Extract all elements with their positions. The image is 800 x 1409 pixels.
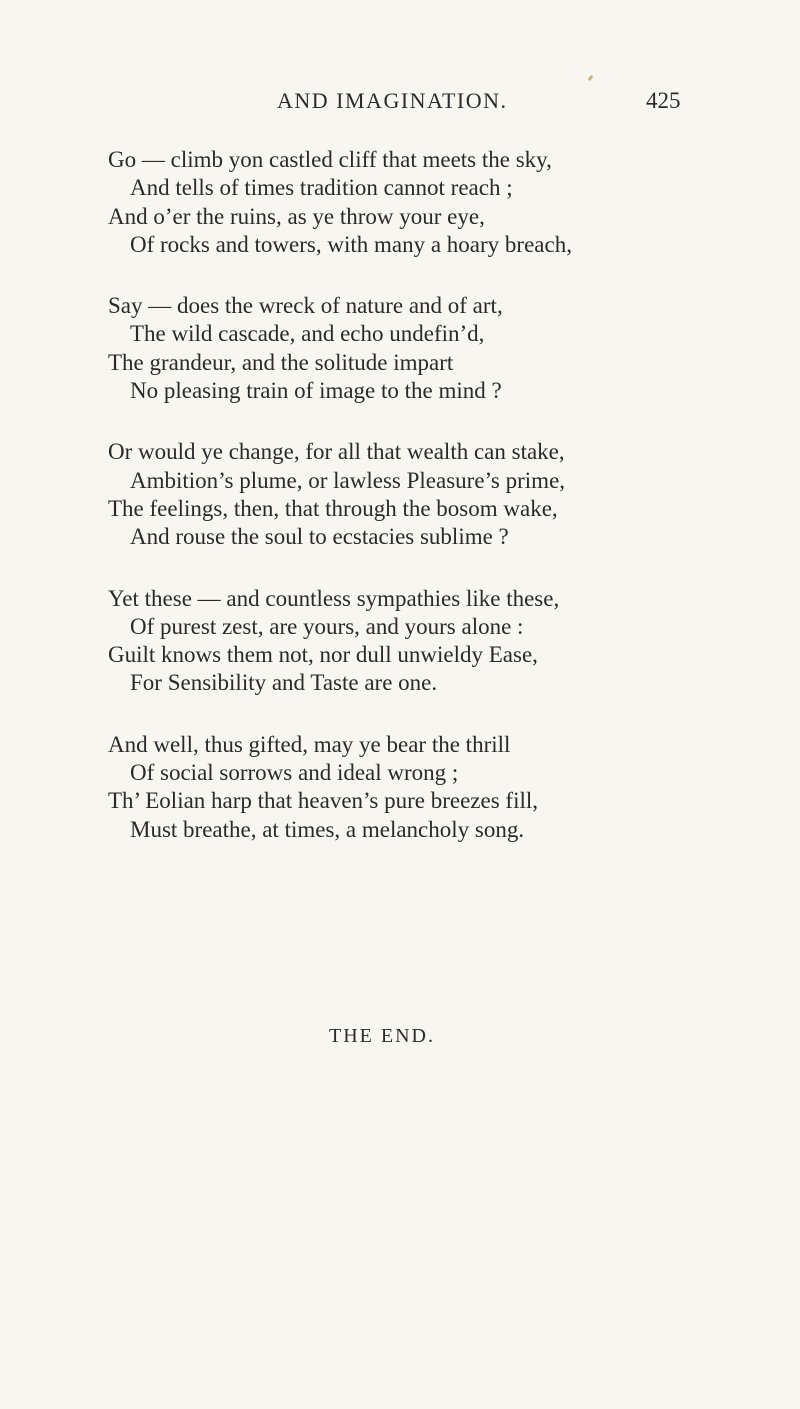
- stanza: [0, 438, 800, 551]
- the-end-colophon: THE END.: [329, 1025, 435, 1047]
- poem-line: Say — does the wreck of nature and of art,: [108, 293, 503, 319]
- poem-line: For Sensibility and Taste are one.: [130, 670, 438, 696]
- poem-line: The feelings, then, that through the bosom wake,: [108, 495, 558, 521]
- poem-line: Of rocks and towers, with many a hoary breach,: [130, 231, 572, 257]
- poem-line: Of purest zest, are yours, and yours alone :: [130, 613, 524, 639]
- stanza: [0, 146, 800, 259]
- poem-line: The grandeur, and the solitude impart: [108, 349, 454, 375]
- page-number: 425: [646, 88, 681, 113]
- poem-line: And rouse the soul to ecstacies sublime ?: [130, 524, 509, 550]
- stanza: [0, 731, 800, 844]
- paper-speck: [588, 75, 594, 82]
- poem-line: Yet these — and countless sympathies like these,: [108, 585, 560, 611]
- poem-line: Must breathe, at times, a melancholy song.: [130, 816, 525, 842]
- stanza: [0, 292, 800, 405]
- poem-line: Go — climb yon castled cliff that meets the sky,: [108, 147, 552, 172]
- poem: [0, 146, 800, 877]
- running-title: AND IMAGINATION.: [277, 88, 508, 113]
- stanza: [0, 585, 800, 698]
- poem-line: Or would ye change, for all that wealth can stake,: [108, 439, 565, 465]
- poem-line: Ambition’s plume, or lawless Pleasure’s prime,: [130, 467, 566, 493]
- poem-line: No pleasing train of image to the mind ?: [130, 378, 502, 404]
- poem-line: Of social sorrows and ideal wrong ;: [130, 760, 459, 786]
- poem-line: The wild cascade, and echo undefin’d,: [130, 321, 485, 347]
- poem-line: And o’er the ruins, as ye throw your eye,: [108, 203, 485, 229]
- poem-line: And well, thus gifted, may ye bear the thrill: [108, 731, 511, 757]
- poem-line: Guilt knows them not, nor dull unwieldy Ease,: [108, 642, 538, 668]
- page-header: [0, 88, 800, 128]
- poem-line: And tells of times tradition cannot reach ;: [130, 175, 513, 201]
- poem-line: Th’ Eolian harp that heaven’s pure breezes fill,: [108, 788, 539, 814]
